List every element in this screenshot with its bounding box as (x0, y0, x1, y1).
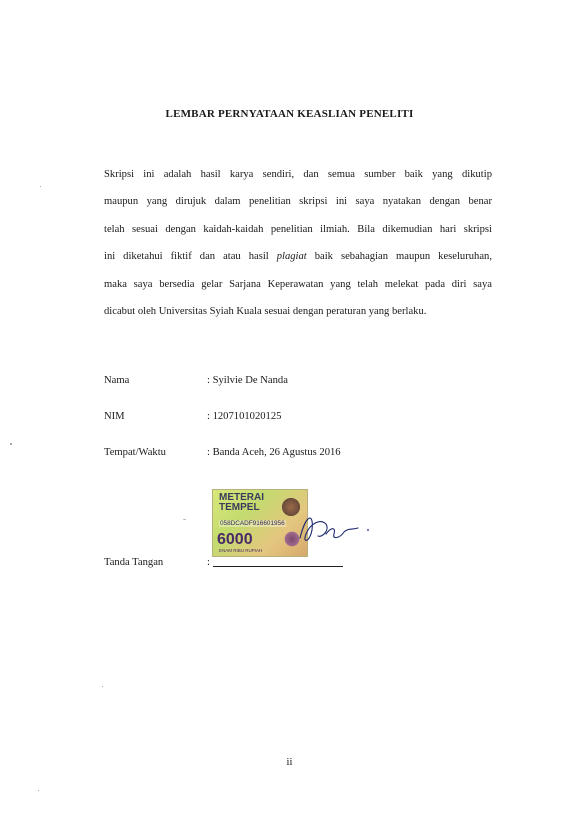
italic-term: plagiat (276, 251, 307, 263)
scan-speck (40, 186, 41, 187)
field-label: NIM (104, 411, 125, 422)
document-title: LEMBAR PERNYATAAN KEASLIAN PENELITI (165, 108, 414, 120)
statement-paragraph (104, 161, 492, 325)
field-value: : (207, 557, 210, 568)
stamp-amount-words: ENAM RIBU RUPIAH (219, 548, 263, 553)
stamp-title: METERAI TEMPEL (219, 492, 264, 513)
paragraph-line: maka saya bersedia gelar Sarjana Keperawatan yang telah melekat pada diri saya (104, 278, 492, 290)
field-label: Nama (104, 375, 130, 386)
paragraph-line: maupun yang dirujuk dalam penelitian skripsi ini saya nyatakan dengan benar (104, 196, 492, 208)
handwritten-signature (296, 508, 376, 548)
paragraph-line: telah sesuai dengan kaidah-kaidah penelitian ilmiah. Bila dikemudian hari skripsi (104, 223, 492, 235)
field-value: : Syilvie De Nanda (207, 375, 288, 386)
paragraph-line: Skripsi ini adalah hasil karya sendiri, dan semua sumber baik yang dikutip (104, 169, 492, 180)
paragraph-line (104, 243, 492, 270)
revenue-stamp (212, 489, 308, 557)
signature-line (213, 566, 343, 567)
scan-speck (102, 686, 103, 687)
field-label: Tanda Tangan (104, 557, 164, 568)
scan-speck (10, 443, 12, 445)
field-value: : 1207101020125 (207, 411, 282, 422)
scan-speck (183, 519, 186, 520)
scan-speck (38, 790, 39, 791)
paragraph-text: baik sebahagian maupun keseluruhan, (306, 251, 492, 263)
stamp-serial: 058DCADF916601956 (220, 520, 285, 527)
field-value: : Banda Aceh, 26 Agustus 2016 (207, 447, 341, 458)
paragraph-text: ini diketahui fiktif dan atau hasil (104, 251, 277, 263)
page-number: ii (286, 757, 293, 768)
stamp-amount: 6000 (217, 531, 253, 548)
paragraph-line: dicabut oleh Universitas Syiah Kuala sesuai dengan peraturan yang berlaku. (104, 306, 427, 318)
field-label: Tempat/Waktu (104, 447, 166, 458)
